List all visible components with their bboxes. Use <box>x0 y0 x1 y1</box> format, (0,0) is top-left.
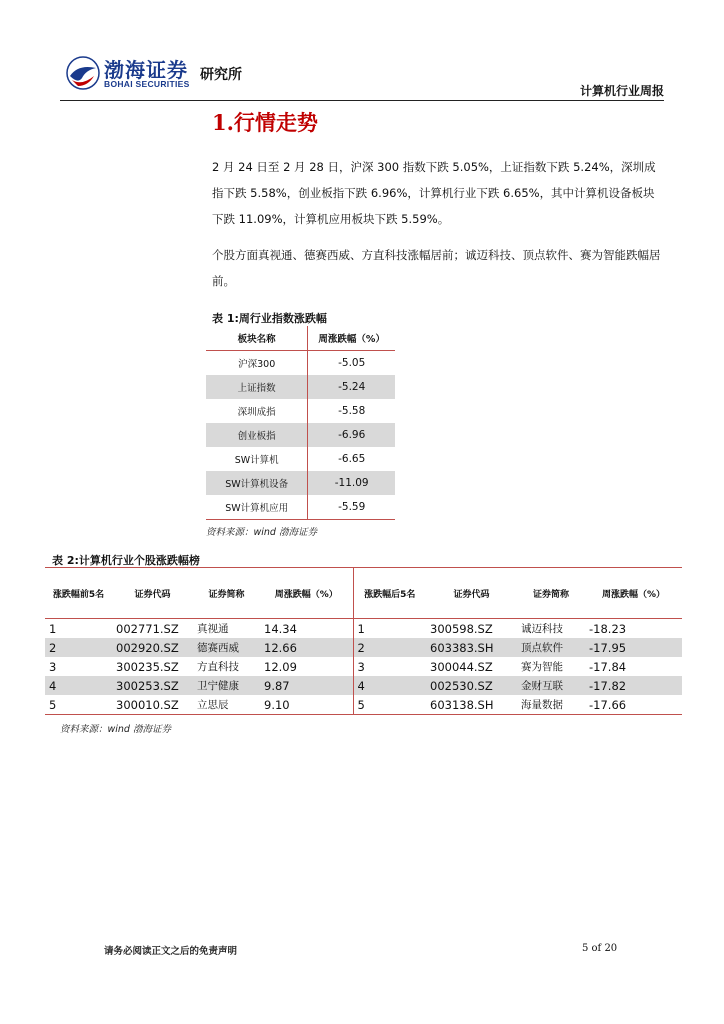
table2-source: 资料来源：wind 渤海证券 <box>60 724 171 735</box>
change-bottom: -17.82 <box>585 676 682 695</box>
name-top: 立思辰 <box>193 695 260 715</box>
table-row <box>45 676 682 695</box>
rank-top: 5 <box>45 695 112 715</box>
table1-title: 表 1:周行业指数涨跌幅 <box>212 312 327 325</box>
footer-disclaimer: 请务必阅读正文之后的免责声明 <box>104 946 238 957</box>
change-top: 14.34 <box>260 619 353 639</box>
name-top: 德赛西威 <box>193 638 260 657</box>
table-row <box>206 375 395 399</box>
index-name: 上证指数 <box>206 375 308 399</box>
table1-source: 资料来源：wind 渤海证券 <box>206 527 317 538</box>
index-name: SW计算机 <box>206 447 308 471</box>
table-row <box>45 657 682 676</box>
name-top: 卫宁健康 <box>193 676 260 695</box>
change-top: 9.87 <box>260 676 353 695</box>
table-row <box>206 471 395 495</box>
table-row <box>45 619 682 639</box>
code-bottom: 300598.SZ <box>430 621 493 636</box>
code-bottom: 603138.SH <box>426 695 517 715</box>
column-header: 证券代码 <box>426 568 517 619</box>
change-top: 12.66 <box>260 638 353 657</box>
table-row <box>206 423 395 447</box>
table-row <box>206 351 395 376</box>
code-top: 002771.SZ <box>116 621 179 636</box>
index-change: -5.59 <box>308 495 395 520</box>
index-name: 沪深300 <box>206 351 308 376</box>
table2-title: 表 2:计算机行业个股涨跌幅榜 <box>52 554 200 567</box>
change-bottom: -17.66 <box>585 695 682 715</box>
table-row <box>206 399 395 423</box>
bohai-logo-icon <box>66 56 100 90</box>
logo-english-name: BOHAI SECURITIES <box>104 79 190 89</box>
industry-index-table <box>206 326 395 520</box>
column-header: 涨跌幅前5名 <box>45 568 112 619</box>
column-header: 板块名称 <box>206 326 308 351</box>
name-top: 方直科技 <box>197 661 239 673</box>
rank-bottom: 4 <box>353 676 426 695</box>
logo-chinese-name: 渤海证券 <box>104 58 188 82</box>
table-row <box>45 638 682 657</box>
header-divider <box>60 100 664 101</box>
change-bottom: -18.23 <box>589 621 627 636</box>
column-header: 证券简称 <box>517 568 585 619</box>
change-top: 9.10 <box>260 695 353 715</box>
code-top: 300253.SZ <box>112 676 193 695</box>
index-change: -6.96 <box>308 423 395 447</box>
column-header: 证券简称 <box>193 568 260 619</box>
index-change: -5.24 <box>308 375 395 399</box>
code-bottom: 603383.SH <box>426 638 517 657</box>
change-bottom: -17.84 <box>589 659 627 674</box>
institute-label: 研究所 <box>200 67 242 83</box>
name-bottom: 顶点软件 <box>517 638 585 657</box>
column-header: 周涨跌幅（%） <box>308 326 395 351</box>
column-header: 周涨跌幅（%） <box>260 568 353 619</box>
stock-ranking-table <box>45 567 682 715</box>
table-row <box>45 695 682 715</box>
rank-bottom: 5 <box>353 695 426 715</box>
code-top: 300010.SZ <box>112 695 193 715</box>
table-row <box>206 495 395 520</box>
index-name: 创业板指 <box>206 423 308 447</box>
section-title: 1.行情走势 <box>212 110 318 135</box>
name-bottom: 海量数据 <box>517 695 585 715</box>
code-top: 300235.SZ <box>116 659 179 674</box>
name-bottom: 金财互联 <box>517 676 585 695</box>
page-number: 5 of 20 <box>582 943 618 954</box>
name-bottom: 诚迈科技 <box>521 623 563 635</box>
stocks-summary-paragraph: 个股方面真视通、德赛西威、方直科技涨幅居前；诚迈科技、顶点软件、赛为智能跌幅居前。 <box>212 248 661 288</box>
report-name: 计算机行业周报 <box>579 84 664 98</box>
market-summary-paragraph: 2 月 24 日至 2 月 28 日，沪深 300 指数下跌 5.05%，上证指数下跌 5.24%，深圳成指下跌 5.58%，创业板指下跌 6.96%，计算机行业下跌 6.65%，其中计算机设备板块下跌 11.09%，计算机应用板块下跌 5.59%。 <box>212 160 656 226</box>
index-name: 深圳成指 <box>206 399 308 423</box>
name-bottom: 赛为智能 <box>521 661 563 673</box>
index-name: SW计算机设备 <box>206 471 308 495</box>
column-header: 涨跌幅后5名 <box>353 568 426 619</box>
index-change: -6.65 <box>338 453 366 465</box>
rank-top: 1 <box>49 621 57 636</box>
index-name: SW计算机应用 <box>206 495 308 520</box>
code-bottom: 300044.SZ <box>430 659 493 674</box>
index-change: -5.58 <box>338 405 366 417</box>
index-change: -11.09 <box>308 471 395 495</box>
rank-bottom: 3 <box>357 659 365 674</box>
rank-top: 2 <box>45 638 112 657</box>
rank-bottom: 2 <box>353 638 426 657</box>
index-change: -5.05 <box>338 357 366 369</box>
column-header: 证券代码 <box>112 568 193 619</box>
name-top: 真视通 <box>197 623 229 635</box>
code-top: 002920.SZ <box>112 638 193 657</box>
table-row <box>206 447 395 471</box>
change-bottom: -17.95 <box>585 638 682 657</box>
rank-bottom: 1 <box>357 621 365 636</box>
rank-top: 4 <box>45 676 112 695</box>
change-top: 12.09 <box>260 657 353 676</box>
table-header-row <box>206 326 395 351</box>
code-bottom: 002530.SZ <box>426 676 517 695</box>
table-header-row <box>45 568 682 619</box>
column-header: 周涨跌幅（%） <box>585 568 682 619</box>
rank-top: 3 <box>49 659 57 674</box>
company-logo <box>66 52 266 98</box>
